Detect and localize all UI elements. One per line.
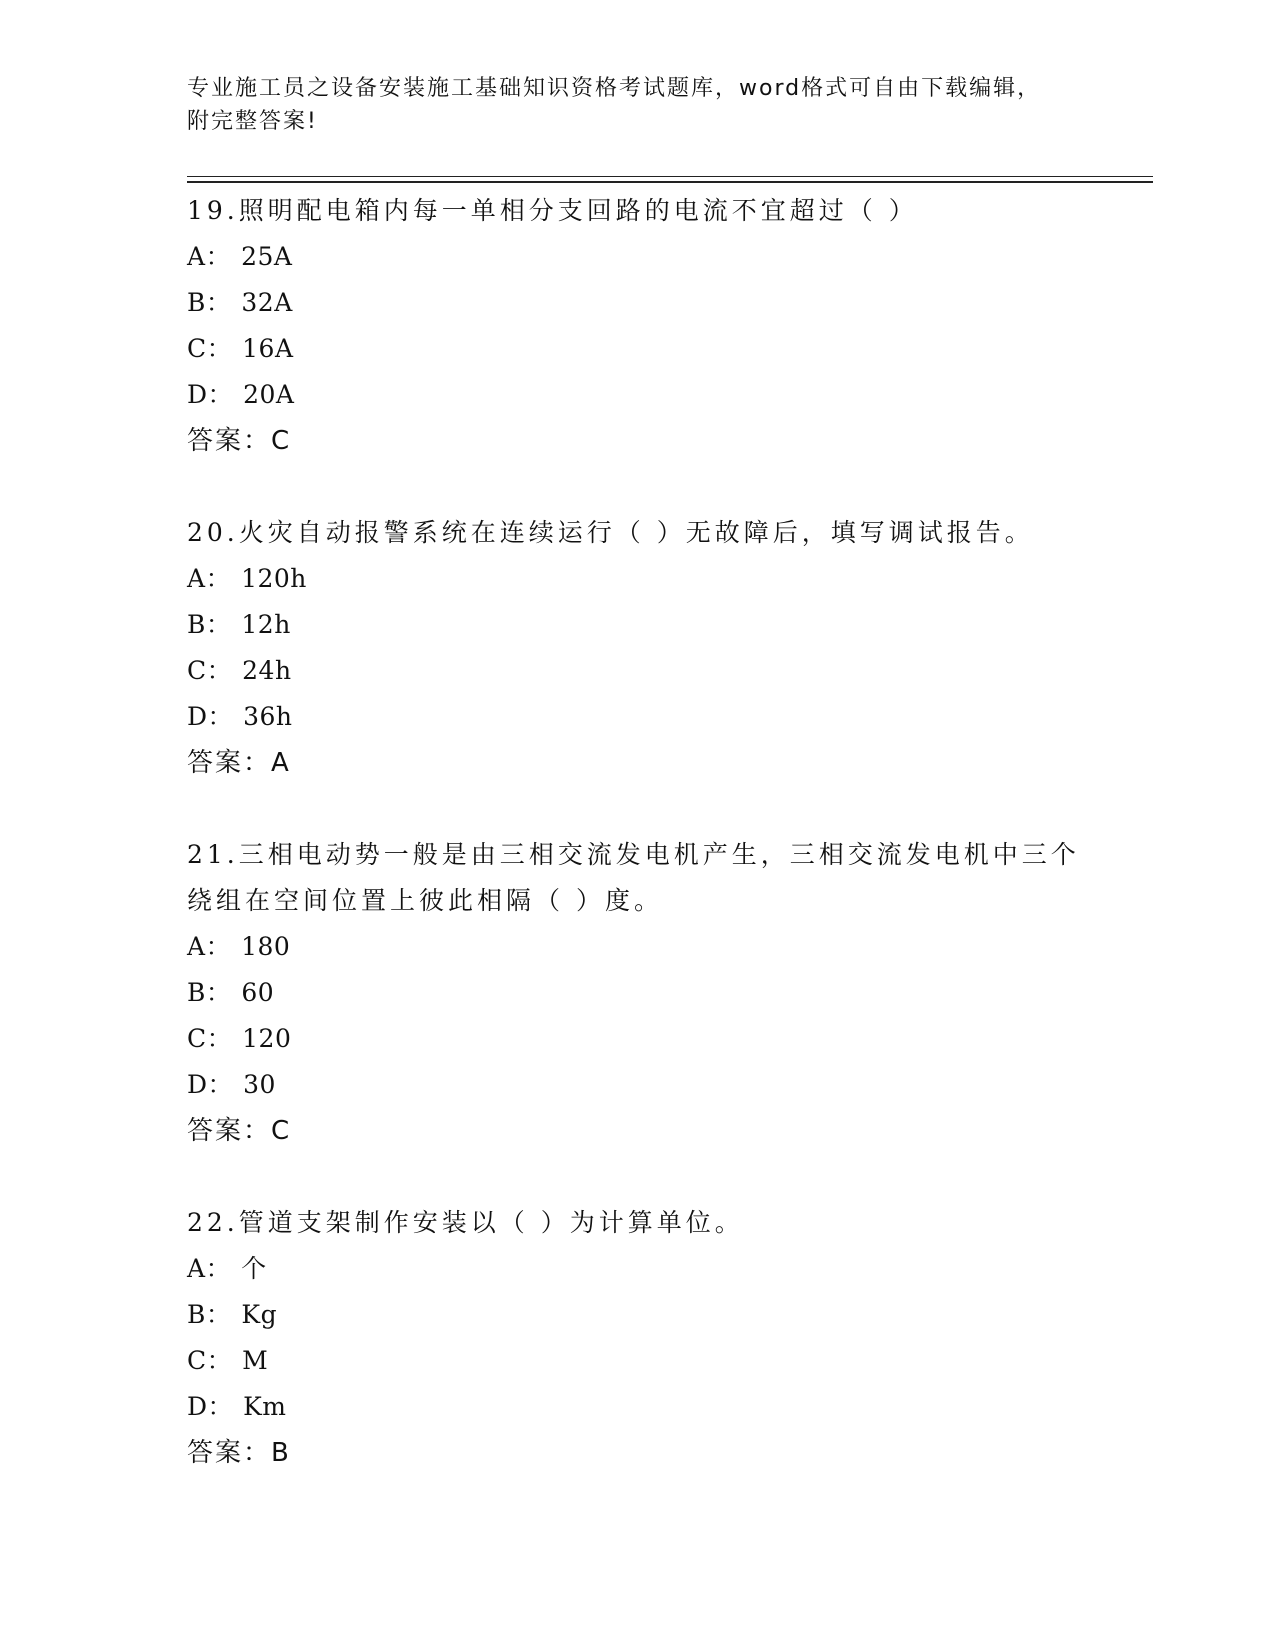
answer-line [187,1108,1153,1154]
answer-value: C [271,426,290,456]
option-value: 180 [241,932,291,961]
option-d [187,1384,1153,1430]
answer-line [187,740,1153,786]
option-letter: A [187,1254,206,1283]
option-separator: ： [207,1070,234,1099]
option-letter: A [187,242,206,271]
option-letter: A [187,564,206,593]
option-value: 16A [242,334,294,363]
option-value: 25A [241,242,293,271]
option-b [187,602,1153,648]
option-value: 个 [241,1254,267,1283]
option-separator: ： [205,242,232,271]
answer-value: A [271,748,289,778]
option-value: Km [243,1392,287,1421]
option-separator: ： [205,932,232,961]
option-separator: ： [207,380,234,409]
option-a [187,1246,1153,1292]
option-letter: B [187,1300,206,1329]
option-separator: ： [205,288,232,317]
answer-value: B [271,1438,289,1468]
option-letter: D [187,1392,208,1421]
option-separator: ： [205,978,232,1007]
question-text: 20.火灾自动报警系统在连续运行（ ）无故障后，填写调试报告。 [187,518,1034,547]
option-separator: ： [206,334,233,363]
option-separator: ： [205,1300,232,1329]
option-value: 60 [241,978,275,1007]
option-separator: ： [205,1254,232,1283]
question-21 [187,832,1153,1154]
option-separator: ： [206,1024,233,1053]
option-value: M [242,1346,269,1375]
option-letter: D [187,702,208,731]
answer-label: 答案： [187,1116,272,1146]
option-letter: C [187,1346,207,1375]
question-22 [187,1200,1153,1476]
option-separator: ： [206,1346,233,1375]
option-value: 24h [242,656,292,685]
option-c [187,326,1153,372]
option-value: 32A [241,288,293,317]
option-value: 120h [241,564,307,593]
header-line-1: 专业施工员之设备安装施工基础知识资格考试题库，word格式可自由下载编辑， [187,76,1042,101]
option-a [187,234,1153,280]
option-separator: ： [207,1392,234,1421]
option-value: 36h [243,702,293,731]
answer-label: 答案： [187,748,272,778]
option-a [187,924,1153,970]
option-b [187,280,1153,326]
answer-line [187,418,1153,464]
option-d [187,1062,1153,1108]
option-c [187,1016,1153,1062]
question-20 [187,510,1153,786]
option-letter: C [187,334,207,363]
question-list [187,188,1153,1522]
option-a [187,556,1153,602]
option-letter: D [187,1070,208,1099]
option-letter: B [187,978,206,1007]
header-divider-thin [187,176,1153,177]
answer-line [187,1430,1153,1476]
option-b [187,1292,1153,1338]
option-separator: ： [206,656,233,685]
option-letter: C [187,1024,207,1053]
header-divider-thick [187,181,1153,183]
option-value: 30 [243,1070,276,1099]
option-letter: B [187,288,206,317]
question-19 [187,188,1153,464]
option-letter: B [187,610,206,639]
option-value: 12h [241,610,291,639]
option-b [187,970,1153,1016]
option-value: Kg [241,1300,278,1329]
question-text: 19.照明配电箱内每一单相分支回路的电流不宜超过（ ） [187,196,918,225]
option-letter: A [187,932,206,961]
option-c [187,648,1153,694]
option-value: 20A [243,380,295,409]
option-separator: ： [205,564,232,593]
answer-value: C [271,1116,290,1146]
option-separator: ： [205,610,232,639]
option-d [187,694,1153,740]
answer-label: 答案： [187,426,272,456]
option-c [187,1338,1153,1384]
option-separator: ： [207,702,234,731]
option-d [187,372,1153,418]
answer-label: 答案： [187,1438,272,1468]
option-letter: C [187,656,207,685]
document-header [187,72,1067,138]
question-text: 22.管道支架制作安装以（ ）为计算单位。 [187,1208,744,1237]
question-text: 21.三相电动势一般是由三相交流发电机产生，三相交流发电机中三个绕组在空间位置上彼此相隔（ ）度。 [187,840,1080,915]
header-line-2: 附完整答案! [187,109,318,134]
option-letter: D [187,380,208,409]
option-value: 120 [242,1024,292,1053]
